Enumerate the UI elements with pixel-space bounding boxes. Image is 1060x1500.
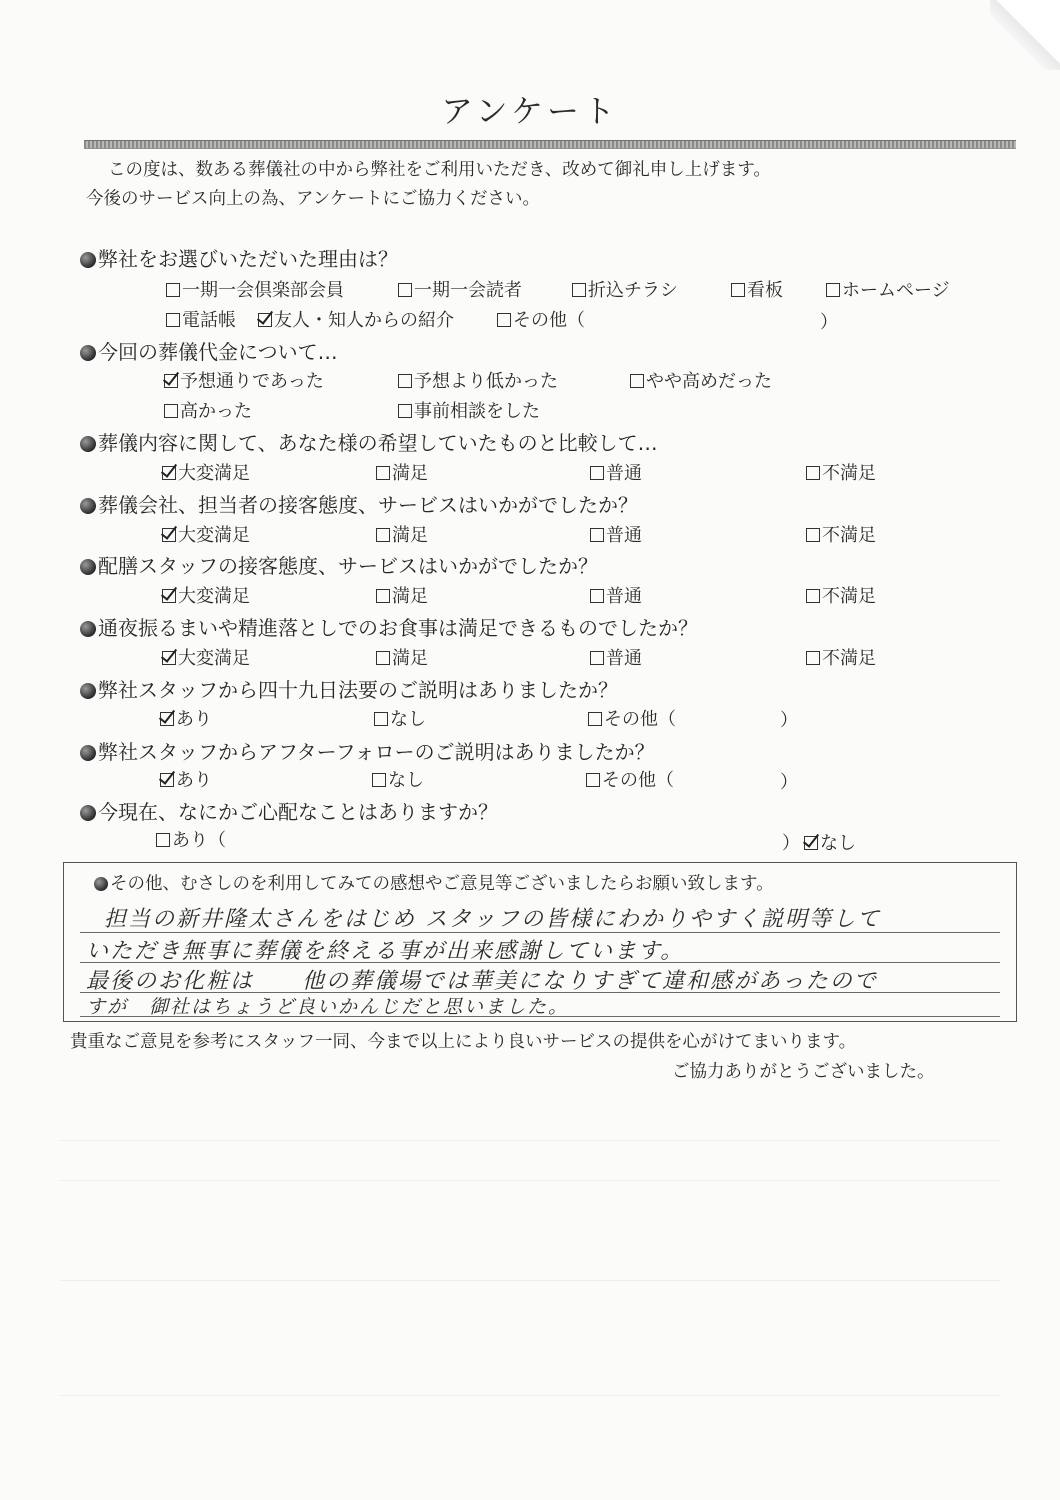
question-3 [80,427,658,456]
option-label: その他（ [602,770,674,791]
q1-option-flyer[interactable] [572,276,678,302]
checkbox-icon [164,404,178,418]
q1-other-close: ） [820,312,838,333]
question-1-text: 弊社をお選びいただいた理由は？ [98,247,398,271]
checkbox-icon [806,528,820,542]
checkbox-icon [806,466,820,480]
option-label: 不満足 [822,586,876,607]
question-8 [80,736,655,765]
question-8-text: 弊社スタッフからアフターフォローのご説明はありましたか？ [98,740,655,764]
checkbox-icon [731,283,745,297]
option-label: なし [390,709,426,730]
bullet-icon [80,745,96,761]
option-label: 普通 [606,586,642,607]
q6-option-very-satisfied[interactable] [162,644,250,670]
option-label: あり [176,770,212,791]
bullet-icon [80,559,96,575]
q9-yes-close: ） [782,833,800,854]
title-rule [84,140,1016,149]
checkbox-checked-icon [160,773,174,787]
q6-option-dissatisfied[interactable] [806,644,876,670]
option-label: あり（ [172,830,226,851]
checkbox-checked-icon [160,712,174,726]
option-label: 友人・知人からの紹介 [274,310,454,331]
bullet-icon [80,498,96,514]
question-9-text: 今現在、なにかご心配なことはありますか？ [98,800,498,824]
option-label: 不満足 [822,525,876,546]
option-label: 普通 [606,648,642,669]
option-label: その他（ [604,709,676,730]
checkbox-icon [590,528,604,542]
question-5 [80,550,598,579]
q1-option-homepage[interactable] [826,276,950,302]
checkbox-checked-icon [162,651,176,665]
question-2-text: 今回の葬儀代金について… [98,340,338,364]
checkbox-icon [497,313,511,327]
question-6 [80,612,698,641]
q4-option-dissatisfied[interactable] [806,521,876,547]
option-label: なし [820,833,856,854]
bleed-through-line [60,1180,1000,1181]
footer-line-2: ご協力ありがとうございました。 [672,1062,935,1082]
checkbox-checked-icon [164,374,178,388]
option-label: あり [176,709,212,730]
checkbox-icon [376,528,390,542]
checkbox-icon [586,773,600,787]
checkbox-icon [372,773,386,787]
checkbox-icon [588,712,602,726]
option-label: 普通 [606,463,642,484]
option-label: なし [388,770,424,791]
intro-line-2: 今後のサービス向上の為、アンケートにご協力ください。 [86,189,540,209]
checkbox-icon [166,313,180,327]
footer-line-1: 貴重なご意見を参考にスタッフ一同、今まで以上により良いサービスの提供を心がけてまいります。 [70,1032,857,1052]
q4-option-satisfied[interactable] [376,521,428,547]
bullet-icon [80,683,96,699]
checkbox-checked-icon [258,313,272,327]
option-label: 大変満足 [178,463,250,484]
q2-option-slightly-high[interactable] [630,367,772,393]
bleed-through-line [60,1395,1000,1396]
option-label: 不満足 [822,648,876,669]
option-label: 満足 [392,525,428,546]
q1-option-reader[interactable] [398,276,522,302]
checkbox-checked-icon [162,589,176,603]
question-6-text: 通夜振るまいや精進落としでのお食事は満足できるものでしたか？ [98,616,698,640]
checkbox-icon [376,589,390,603]
option-label: 一期一会倶楽部会員 [182,280,344,301]
q4-option-average[interactable] [590,521,642,547]
option-label: 大変満足 [178,586,250,607]
option-label: 折込チラシ [588,280,678,301]
q2-option-as-expected[interactable] [164,367,324,393]
option-label: 予想通りであった [180,371,324,392]
option-label: 満足 [392,586,428,607]
bullet-icon [80,436,96,452]
checkbox-icon [806,589,820,603]
option-label: 満足 [392,648,428,669]
q6-option-average[interactable] [590,644,642,670]
q8-option-no[interactable] [372,766,424,792]
option-label: 予想より低かった [414,371,558,392]
option-label: ホームページ [842,280,950,301]
handwritten-comment-line-1: 担当の新井隆太さんをはじめ スタッフの皆様にわかりやすく説明等して [104,907,881,932]
q4-option-very-satisfied[interactable] [162,521,250,547]
checkbox-icon [376,466,390,480]
checkbox-icon [156,833,170,847]
checkbox-icon [398,283,412,297]
checkbox-checked-icon [804,836,818,850]
question-5-text: 配膳スタッフの接客態度、サービスはいかがでしたか？ [98,554,598,578]
bleed-through-line [60,1280,1000,1281]
comment-prompt [94,870,774,895]
q8-other-close: ） [780,772,798,793]
option-label: 事前相談をした [414,401,540,422]
question-3-text: 葬儀内容に関して、あなた様の希望していたものと比較して… [98,431,658,455]
q5-option-dissatisfied[interactable] [806,582,876,608]
q2-option-lower[interactable] [398,367,558,393]
checkbox-icon [590,651,604,665]
q1-option-club-member[interactable] [166,276,344,302]
question-4 [80,489,638,518]
checkbox-icon [572,283,586,297]
checkbox-icon [376,651,390,665]
question-4-text: 葬儀会社、担当者の接客態度、サービスはいかがでしたか？ [98,493,638,517]
page-title: アンケート [440,92,620,130]
question-2 [80,336,338,365]
q1-option-referral[interactable] [258,306,454,332]
q7-option-no[interactable] [374,705,426,731]
question-1 [80,243,398,272]
q5-option-satisfied[interactable] [376,582,428,608]
checkbox-checked-icon [162,528,176,542]
option-label: 普通 [606,525,642,546]
checkbox-icon [398,404,412,418]
q9-option-no[interactable] [804,829,856,855]
checkbox-icon [374,712,388,726]
checkbox-checked-icon [162,466,176,480]
checkbox-icon [590,589,604,603]
q3-option-average[interactable] [590,459,642,485]
bullet-icon [80,345,96,361]
bleed-through-line [60,1140,1000,1141]
q6-option-satisfied[interactable] [376,644,428,670]
q1-option-phonebook[interactable] [166,306,236,332]
option-label: 一期一会読者 [414,280,522,301]
folded-corner [990,0,1060,70]
option-label: 看板 [747,280,783,301]
option-label: その他（ [513,310,585,331]
q8-option-other[interactable] [586,766,674,792]
q7-option-other[interactable] [588,705,676,731]
q5-option-very-satisfied[interactable] [162,582,250,608]
handwritten-comment-line-4: すが 御社はちょうど良いかんじだと思いました。 [86,996,570,1018]
q8-option-yes[interactable] [160,766,212,792]
checkbox-icon [398,374,412,388]
q7-other-close: ） [780,710,798,731]
intro-line-1: この度は、数ある葬儀社の中から弊社をご利用いただき、改めて御礼申し上げます。 [108,160,771,180]
checkbox-icon [826,283,840,297]
checkbox-icon [630,374,644,388]
q7-option-yes[interactable] [160,705,212,731]
question-7-text: 弊社スタッフから四十九日法要のご説明はありましたか？ [98,678,618,702]
handwritten-comment-line-3: 最後のお化粧は 他の葬儀場では華美になりすぎて違和感があったので [86,969,878,994]
option-label: やや高めだった [646,371,772,392]
option-label: 電話帳 [182,310,236,331]
option-label: 大変満足 [178,525,250,546]
bullet-icon [80,252,96,268]
bullet-icon [80,805,96,821]
q1-option-signboard[interactable] [731,276,783,302]
checkbox-icon [166,283,180,297]
bullet-icon [94,877,108,891]
checkbox-icon [590,466,604,480]
question-9 [80,796,498,825]
option-label: 大変満足 [178,648,250,669]
q3-option-satisfied[interactable] [376,459,428,485]
q3-option-dissatisfied[interactable] [806,459,876,485]
option-label: 満足 [392,463,428,484]
handwritten-comment-line-2: いただき無事に葬儀を終える事が出来感謝しています。 [86,939,685,964]
q1-option-other[interactable] [497,306,585,332]
q5-option-average[interactable] [590,582,642,608]
bullet-icon [80,621,96,637]
q2-option-consulted[interactable] [398,397,540,423]
question-7 [80,674,618,703]
option-label: 不満足 [822,463,876,484]
option-label: 高かった [180,401,252,422]
q3-option-very-satisfied[interactable] [162,459,250,485]
q2-option-high[interactable] [164,397,252,423]
checkbox-icon [806,651,820,665]
q9-option-yes[interactable] [156,826,226,852]
comment-prompt-text: その他、むさしのを利用してみての感想やご意見等ございましたらお願い致します。 [110,874,774,894]
